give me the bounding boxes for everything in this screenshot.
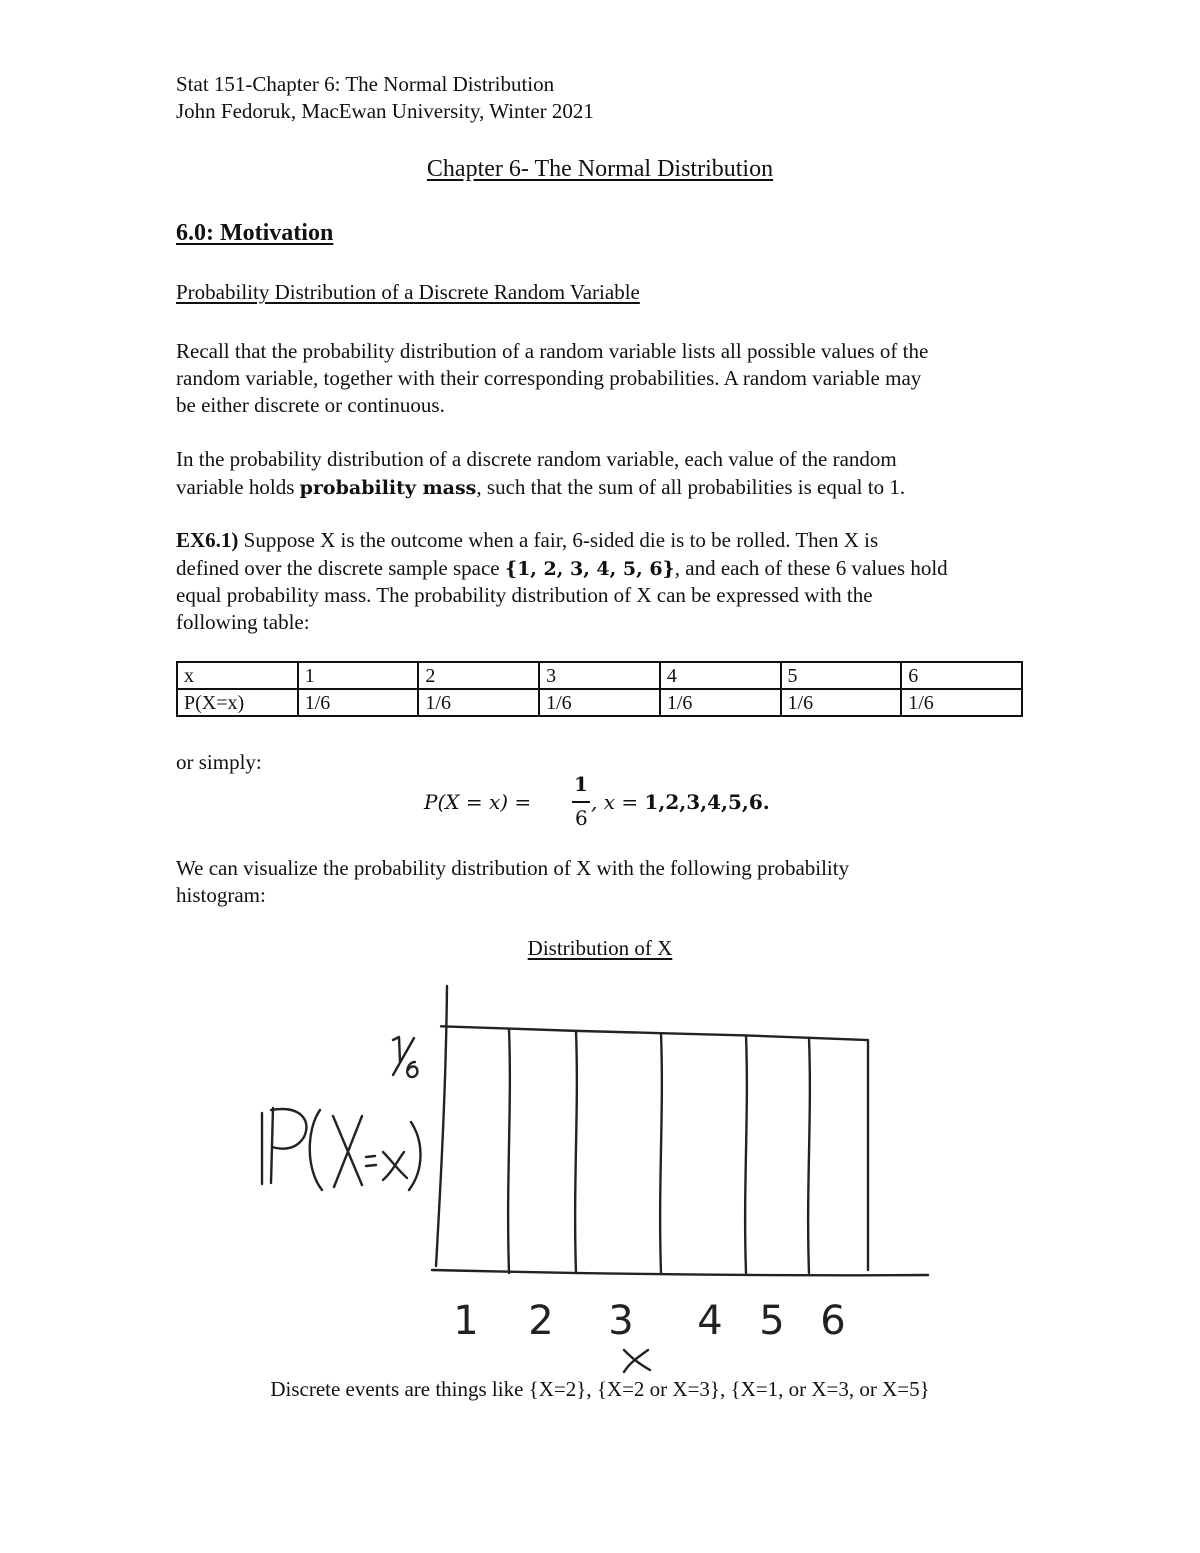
ylabel-stroke	[409, 1122, 421, 1190]
para1-line2: random variable, together with their corresponding probabilities. A random variable may	[176, 366, 922, 390]
x-axis	[432, 1270, 928, 1275]
section-heading: 6.0: Motivation	[176, 220, 334, 246]
subheading: Probability Distribution of a Discrete Random Variable	[176, 280, 640, 304]
example-text-2: defined over the discrete sample space	[176, 556, 505, 580]
x-tick-label: 5	[759, 1298, 785, 1344]
example-label: EX6.1)	[176, 528, 239, 552]
header-author: John Fedoruk, MacEwan University, Winter 2021	[176, 99, 594, 123]
ylabel-stroke	[271, 1109, 306, 1149]
y-tick-six	[407, 1062, 417, 1077]
footer-line: Discrete events are things like {X=2}, {X=2 or X=3}, {X=1, or X=3, or X=5}	[270, 1377, 930, 1401]
x-tick-label: 2	[528, 1298, 554, 1344]
histogram-bar-5	[808, 1038, 810, 1273]
y-tick-slash	[393, 1038, 414, 1075]
para1-line3: be either discrete or continuous.	[176, 393, 445, 417]
page-title: Chapter 6- The Normal Distribution	[426, 156, 774, 182]
para2-text-end: , such that the sum of all probabilities is equal to 1.	[476, 475, 906, 499]
ylabel-stroke	[383, 1152, 407, 1180]
example-text: Suppose X is the outcome when a fair, 6-sided die is to be rolled. Then X is	[238, 528, 879, 552]
table-cell: 1/6	[298, 689, 419, 716]
table-cell: 3	[539, 662, 660, 689]
table-cell: 6	[901, 662, 1022, 689]
sample-space-set: {1, 2, 3, 4, 5, 6}	[504, 558, 675, 580]
xlabel-stroke	[624, 1350, 650, 1372]
table-cell: 1/6	[901, 689, 1022, 716]
x-tick-label: 6	[820, 1298, 846, 1344]
para3-line2: histogram:	[176, 883, 266, 907]
header-course: Stat 151-Chapter 6: The Normal Distribution	[176, 72, 555, 96]
para3-line1: We can visualize the probability distribution of X with the following probability	[176, 856, 850, 880]
table-cell: 4	[660, 662, 781, 689]
y-axis	[436, 986, 447, 1266]
table-cell: 5	[781, 662, 902, 689]
or-simply: or simply:	[176, 750, 262, 774]
table-cell: x	[177, 662, 298, 689]
table-cell: 1	[298, 662, 419, 689]
chart-title: Distribution of X	[527, 936, 673, 960]
ylabel-stroke	[366, 1156, 376, 1166]
example-line4: following table:	[176, 610, 310, 634]
histogram-bar-1	[508, 1029, 510, 1273]
table-cell: 1/6	[539, 689, 660, 716]
histogram-bar-top	[441, 1026, 868, 1270]
histogram-bar-3	[660, 1033, 662, 1273]
table-cell: 1/6	[418, 689, 539, 716]
example-text-2-end: , and each of these 6 values hold	[674, 556, 948, 580]
formula-denominator: 6	[575, 806, 588, 830]
formula-values: 1,2,3,4,5,6.	[644, 790, 770, 814]
para2-text: variable holds	[176, 475, 300, 499]
example-line3: equal probability mass. The probability distribution of X can be expressed with the	[176, 583, 873, 607]
histogram-bar-4	[745, 1035, 747, 1273]
x-tick-label: 3	[608, 1298, 634, 1344]
formula-lhs: P(X = x) =	[424, 790, 532, 814]
table-cell: P(X=x)	[177, 689, 298, 716]
table-cell: 1/6	[781, 689, 902, 716]
ylabel-stroke	[310, 1110, 322, 1190]
x-tick-label: 4	[697, 1298, 723, 1344]
para2-line1: In the probability distribution of a discrete random variable, each value of the random	[176, 447, 897, 471]
table-cell: 1/6	[660, 689, 781, 716]
formula-numerator: 1	[574, 772, 588, 796]
table-cell: 2	[418, 662, 539, 689]
ylabel-stroke	[271, 1108, 273, 1183]
histogram-bar-2	[575, 1031, 577, 1273]
para1-line1: Recall that the probability distribution of a random variable lists all possible values of the	[176, 339, 929, 363]
x-tick-label: 1	[453, 1298, 479, 1344]
y-tick-one	[393, 1037, 400, 1062]
probability-mass-term: probability mass	[299, 477, 477, 499]
formula-variable: , x =	[591, 790, 645, 814]
